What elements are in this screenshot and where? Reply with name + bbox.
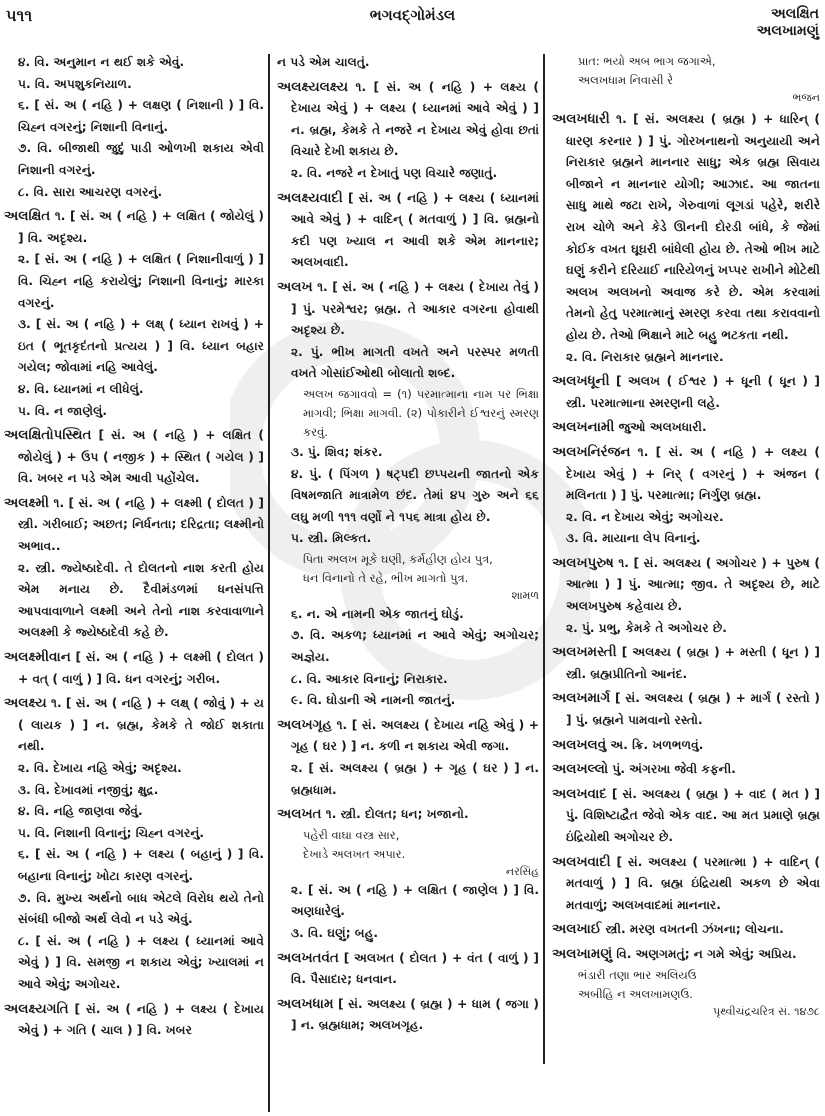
quotation-line: ધન વિનાનો તે રહે, ભીખ માગતો પુત્ર. [303, 570, 469, 585]
sense-text: [ અલખ ( ઈશ્વર ) + ધૂની ( ધૂન ) ] સ્ત્રી. પરમાત્માના સ્મરણની લહે. [566, 374, 820, 410]
sense-text: ૫. વિ. નિશાની વિનાનું; ચિહ્ન વગરનું. [18, 825, 205, 840]
headword: અલખનામી [552, 419, 615, 436]
sense-text: ૧. [ સં. અલક્ષ્ય ( બ્રહ્મ ) + ધારિન્ ( ધારણ કરનાર ) ] પું. ગોરખનાથનો અનુયાયી અને નિરાકાર બ્રહ્મને માનનાર સાધુ; એક બ્રહ્મ સિવાય બીજાને ન માનનાર યોગી; આઝાદ. આ જાતના સાધુ માથે જટા રાખે, ગેરુવાળાં લૂગડાં પહેરે, શરીરે રાખ ચોળે અને કેડે ઊનની દોરડી બાંધે, કે જેમાં કોઈક વખત ઘૂઘરી બાંધેલી હોય છે. તેઓ ભીખ માટે ઘણું કરીને દરિયાઈ નારિયેળનું ખપ્પર રાખીને મોટેથી અલખ અલખનો અવાજ કરે છે. એમ કરવામાં તેમનો હેતુ પરમાત્માનું સ્મરણ કરવા તથા કરાવવાનો હોય છે. તેઓ ભિક્ષાને માટે બહુ ભટકતા નથી. [566, 112, 820, 342]
sense-text: ૧. [ સં. અ ( નહિ ) + લક્ષ્ય ( દેખાય એવું ) + નિર્ ( વગરનું ) + અંજન ( મલિનતા ) ] પું. પરમાત્મા; નિર્ગુણ બ્રહ્મ. [566, 444, 820, 503]
headword: અલખમસ્તી [552, 644, 617, 661]
quotation-line: પ્રાત: ભયો અબ ભાગ જગાએ, [578, 54, 716, 68]
dictionary-entry [4, 493, 264, 644]
sense-text: ૧. [ સં. અ ( નહિ ) + લક્ષ્ ( જોવું ) + ય ( લાયક ) ] ન. બ્રહ્મ, કેમકે તે જોઈ શકાતા નથી. [18, 696, 264, 754]
headword: અલખધારી [552, 111, 610, 127]
sense-text: અ. ક્રિ. ખળભળવું. [610, 737, 704, 752]
sense-text: ૮. [ સં. અ ( નહિ ) + લક્ષ્ય ( ધ્યાનમાં આવે એવું ) ] વિ. સમજી ન શકાય એવું; ખ્યાલમાં ન આવે એવું; અગોચર. [18, 933, 264, 991]
sense-text: ૨. [ સં. અ ( નહિ ) + લક્ષિત ( જાણેલ ) ] વિ. અણધારેલું. [291, 882, 539, 919]
dictionary-columns [0, 52, 825, 1116]
headword: અલખ [277, 278, 313, 295]
dictionary-entry [552, 944, 820, 1020]
quotation-source: ભજન [792, 91, 820, 104]
sense-text: ૬. [ સં. અ ( નહિ ) + લક્ષણ ( નિશાની ) ] વિ. ચિહ્ન વગરનું; નિશાની વિનાનું. [18, 98, 264, 134]
sense-text: ૨. વિ. નજરે ન દેખાતું પણ વિચારે જણાતું. [291, 165, 498, 180]
sense-text: ન પડે એમ ચાલતું. [277, 55, 370, 69]
headword: અલખતવંત [277, 949, 339, 966]
dictionary-entry [552, 735, 820, 757]
headword: અલક્ષ્મી [4, 494, 49, 511]
column-2 [277, 52, 539, 1112]
sense-text: સ્ત્રી. મરણ વખતની ઝંખના; લોચના. [605, 922, 784, 937]
sense-text: [ સં. અલક્ષ્ય ( બ્રહ્મ ) + ધામ ( જગા ) ] ન. બ્રહ્મધામ; અલખગૃહ. [291, 996, 539, 1033]
column-3 [552, 52, 820, 1112]
headword: અલખગૃહ [277, 716, 332, 733]
sense-text: ૭. વિ. મુખ્ય અર્થનો બાધ એટલે વિરોધ થયે તેનો સંબંધી બીજો અર્થ લેવો ન પડે એવું. [18, 890, 264, 927]
dictionary-entry [4, 999, 264, 1042]
dictionary-entry [277, 994, 539, 1037]
sense-text: ૧. સ્ત્રી. દોલત; ધન; ખજાનો. [325, 807, 469, 822]
dictionary-entry [277, 948, 539, 991]
headword: અલખલવું [552, 736, 607, 753]
sense-text: ૮. વિ. સારા આચરણ વગરનું. [18, 184, 163, 199]
quotation-source: નરસિંહ [505, 864, 539, 878]
sense-text: ૩. પું. શિવ; શંકર. [291, 444, 383, 459]
dictionary-entry [552, 417, 820, 439]
quotation-line: અબીહિ ન અલખામણઉ. [578, 986, 693, 1001]
sense-text: ૨. [ સં. અલક્ષ્ય ( બ્રહ્મ ) + ગૃહ ( ઘર ) ] ન. બ્રહ્મધામ. [291, 761, 539, 797]
sense-text: [ સં. અ ( નહિ ) + લક્ષ્ય ( ધ્યાનમાં આવે એવું ) + વાદિન્ ( મતવાળું ) ] વિ. બ્રહ્મનો કદી પણ ખ્યાલ ન આવી શકે એમ માનનાર; અલખવાદી. [291, 190, 539, 270]
headword: અલખત [277, 806, 322, 823]
quotation-line: અલખધામ નિવાસી રે [578, 73, 674, 87]
dictionary-entry [4, 206, 264, 422]
dictionary-entry [552, 371, 820, 414]
sense-text: ૧. [ સં. અલક્ષ્ય ( અગોચર ) + પુરુષ ( આત્મા ) ] પું. આત્મા; જીવ. તે અદૃશ્ય છે, માટે અલખપુરુષ કહેવાય છે. [566, 555, 820, 614]
page-header [0, 0, 825, 54]
sense-text: ૩. વિ. ઘણું; બહુ. [291, 926, 378, 940]
dictionary-entry [552, 852, 820, 917]
dictionary-entry [552, 52, 820, 106]
sense-text: ૬. ન. એ નામની એક જાતનું ઘોડું. [291, 606, 464, 621]
sense-text: [ સં. અલક્ષ્ય ( બ્રહ્મ ) + વાદ ( મત ) ] પું. વિશિષ્ટાદ્વૈત જેવો એક વાદ. આ મત પ્રમાણે બ્રહ્મ ઇંદ્રિયોથી અગોચર છે. [566, 786, 820, 844]
headword: અલક્ષ્યલક્ષ્ય [277, 78, 349, 95]
dictionary-entry [552, 642, 820, 685]
sense-text: વિ. અણગમતું; ન ગમે એવું; અપ્રિય. [616, 946, 797, 961]
dictionary-entry [552, 109, 820, 368]
sense-text: ૮. વિ. આકાર વિનાનું; નિરાકાર. [291, 671, 448, 686]
dictionary-entry [277, 52, 539, 74]
headword: અલક્ષ્યવાદી [277, 189, 343, 206]
sense-text: ૧. [ સં. અ ( નહિ ) + લક્ષ્ય ( દેખાય એવું ) + લક્ષ્ય ( ધ્યાનમાં આવે એવું ) ] ન. બ્રહ્મ, કેમકે તે નજરે ન દેખાય એવું હોવા છતાં વિચારે દેખી શકાય છે. [291, 79, 539, 159]
headword: અલખમાર્ગ [552, 690, 611, 707]
quotation-line: દેખાડે અલખત અપાર. [303, 846, 406, 861]
guide-words [757, 6, 819, 40]
headword: અલખાઈ [552, 921, 602, 938]
sense-text: [ સં. અ ( નહિ ) + લક્ષ્ય ( દેખાય એવું ) + ગતિ ( ચાલ ) ] વિ. ખબર [18, 1001, 264, 1038]
sense-text: ૨. પું. ભીખ માગતી વખતે અને પરસ્પર મળતી વખતે ગોસાંઈઓથી બોલાતો શબ્દ. [291, 344, 539, 381]
sense-text: ૩. વિ. માયાના લેપ વિનાનું. [566, 531, 701, 546]
quotation-line: ભંડારી તણા ભાર અલિયઉ [578, 967, 697, 982]
book-title: ભગવદ્ગોમંડલ [369, 6, 456, 24]
dictionary-entry [552, 553, 820, 639]
sense-text: ૯. વિ. ઘોડાની એ નામની જાતનું. [291, 693, 456, 708]
headword: અલક્ષિત [4, 208, 51, 225]
sense-text: ૧. [ સં. અ ( નહિ ) + લક્ષ્મી ( દોલત ) ] સ્ત્રી. ગરીબાઈ; અછત; નિર્ધનતા; દરિદ્રતા; લક્ષ્મીનો અભાવ.. [18, 495, 264, 554]
sense-text: ૬. [ સં. અ ( નહિ ) + લક્ષ્ય ( બહાનું ) ] વિ. બહાના વિનાનું; ખોટા કારણ વગરનું. [18, 847, 264, 883]
sense-text: ૪. પું. ( પિંગળ ) ષટ્પદી છપ્પયની જાતનો એક વિષમજાતિ માત્રામેળ છંદ. તેમાં ૪૫ ગુરુ અને ૬૬ લઘુ મળી ૧૧૧ વર્ણો ને ૧૫૬ માત્રા હોય છે. [291, 466, 539, 524]
sense-text: ૨. [ સં. અ ( નહિ ) + લક્ષિત ( નિશાનીવાળું ) ] વિ. ચિહ્ન નહિ કરાયેલું; નિશાની વિનાનું; મારકા વગરનું. [18, 252, 264, 310]
sense-text: [ અલક્ષ્ય ( બ્રહ્મ ) + મસ્તી ( ધૂન ) ] સ્ત્રી. બ્રહ્મપ્રીતિનો આનંદ. [566, 645, 820, 681]
headword: અલખધામ [277, 995, 334, 1012]
sense-text: પું. અંગરખા જેવી કફની. [612, 762, 736, 777]
sense-text: ૭. વિ. બીજાથી જુદું પાડી ઓળખી શકાય એવી નિશાની વગરનું. [18, 141, 264, 177]
sense-text: ૧. [ સં. અલક્ષ્ય ( દેખાય નહિ એવું ) + ગૃહ ( ઘર ) ] ન. કળી ન શકાય એવી જગા. [291, 717, 539, 754]
dictionary-entry [4, 693, 264, 995]
headword: અલક્ષ્ય [4, 695, 47, 712]
headword: અલખપુરુષ [552, 554, 614, 571]
dictionary-entry [4, 425, 264, 490]
guide-word-first: અલક્ષિત [771, 6, 819, 22]
dictionary-entry [552, 442, 820, 550]
headword: અલક્ષ્યગતિ [4, 1000, 69, 1017]
sense-text: ૪. વિ. અનુમાન ન થઈ શકે એવું. [18, 55, 185, 69]
sense-text: [ સં. અ ( નહિ ) + લક્ષિત ( જોયેલું ) + ઉપ ( નજીક ) + સ્થિત ( ગયેલ ) ] વિ. ખબર ન પડે એમ આવી પહોંચેલ. [18, 428, 264, 486]
sense-text: [ સં. અલક્ષ્ય ( પરમાત્મા ) + વાદિન્ ( મતવાળું ) ] વિ. બ્રહ્મ ઇંદ્રિયથી અકળ છે એવા મતવાળું; અલખવાદમાં માનનાર. [566, 854, 820, 912]
headword: અલક્ષ્મીવાન [4, 649, 71, 666]
sense-text: ૨. વિ. ન દેખાય એવું; અગોચર. [566, 509, 724, 524]
dictionary-entry [277, 277, 539, 712]
sense-text: ૨. સ્ત્રી. જ્યેષ્ઠાદેવી. તે દોલતનો નાશ કરતી હોય એમ મનાય છે. દૈવીમંડળમાં ધનસંપત્તિ આપવાવાળાને લક્ષ્મી અને તેનો નાશ કરવાવાળાને અલક્ષ્મી કે જ્યેષ્ઠાદેવી કહે છે. [18, 560, 264, 640]
headword: અલખલ્લો [552, 761, 609, 778]
sense-text: ૨. વિ. દેખાય નહિ એવું; અદૃશ્ય. [18, 761, 182, 775]
quotation-line: પિતા અલખ મૂકે ઘણી, કર્મહીણ હોય પુત્ર, [303, 551, 493, 566]
sense-text: ૩. વિ. દેખાવમાં નજીવું; ક્ષુદ્ર. [18, 782, 159, 797]
idiom-text: અલખ જગાવવો = (૧) પરમાત્માના નામ પર ભિક્ષા માગવી; ભિક્ષા માગવી. (૨) પોકારીને ઈશ્વરનું સ્મરણ કરવું. [303, 386, 539, 439]
sense-text: ૪. વિ. ધ્યાનમાં ન લીધેલું. [18, 381, 144, 396]
dictionary-entry [552, 919, 820, 941]
quotation-source: શામળ [511, 588, 539, 602]
headword: અલખધૂની [552, 373, 610, 390]
column-1 [4, 52, 264, 1112]
guide-word-last: અલખામણું [756, 23, 819, 39]
sense-text: [ અલખત ( દોલત ) + વંત ( વાળું ) ] વિ. પૈસાદાર; ધનવાન. [291, 950, 539, 987]
sense-text: [ સં. અલક્ષ્ય ( બ્રહ્મ ) + માર્ગ ( રસ્તો ) ] પું. બ્રહ્મને પામવાનો રસ્તો. [566, 691, 820, 728]
dictionary-entry [552, 784, 820, 849]
sense-text: ૫. સ્ત્રી. મિલ્કત. [291, 531, 372, 546]
dictionary-entry [552, 688, 820, 731]
sense-text: ૧. [ સં. અ ( નહિ ) + લક્ષ્ય ( દેખાય તેવું ) ] પું. પરમેશ્વર; બ્રહ્મ. તે આકાર વગરના હોવાથી અદૃશ્ય છે. [291, 279, 539, 338]
sense-text: [ સં. અ ( નહિ ) + લક્ષ્મી ( દોલત ) + વત્ ( વાળું ) ] વિ. ધન વગરનું; ગરીબ. [18, 650, 264, 686]
sense-text: ૫. વિ. અપશુકનિયાળ. [18, 76, 132, 91]
sense-text: ૫. વિ. ન જાણેલું. [18, 403, 107, 418]
column-divider [543, 54, 545, 1064]
quotation-source: પૃથ્વીચંદ્રચરિત્ર સં. ૧૪૭૮ [713, 1004, 820, 1018]
headword: અલખામણું [552, 945, 613, 962]
headword: અલખવાદી [552, 853, 611, 870]
dictionary-entry [277, 804, 539, 944]
sense-text: ૩. [ સં. અ ( નહિ ) + લક્ષ્ ( ધ્યાન રાખવું ) + ઇત ( ભૂતકૃદંતનો પ્રત્યય ) ] વિ. ધ્યાન બહાર ગયેલ; જોવામાં નહિ આવેલું. [18, 317, 264, 375]
headword: અલખવાદ [552, 785, 607, 802]
page-number: ૫૧૧ [6, 6, 33, 25]
sense-text: ૨. પું. પ્રભુ, કેમકે તે અગોચર છે. [566, 620, 727, 635]
quotation-line: પહેરી વાઘા વસ્ત્ર સાર, [303, 827, 400, 842]
dictionary-entry [552, 759, 820, 781]
dictionary-entry [277, 77, 539, 185]
sense-text: ૪. વિ. નહિ જાણવા જેવું. [18, 804, 143, 819]
dictionary-entry [277, 188, 539, 274]
column-divider [268, 54, 270, 1112]
dictionary-entry [277, 715, 539, 801]
headword: અલખનિરંજન [552, 443, 631, 460]
dictionary-entry [4, 647, 264, 690]
sense-text: ૧. [ સં. અ ( નહિ ) + લક્ષિત ( જોયેલું ) ] વિ. અદૃશ્ય. [18, 209, 264, 245]
sense-text: ૭. વિ. અકળ; ધ્યાનમાં ન આવે એવું; અગોચર; અજ્ઞેય. [291, 628, 539, 665]
dictionary-entry [4, 52, 264, 203]
cross-reference: જુઓ અલખધારી. [618, 420, 707, 435]
headword: અલક્ષિતોપસ્થિત [4, 427, 92, 444]
sense-text: ૨. વિ. નિરાકાર બ્રહ્મને માનનાર. [566, 349, 724, 364]
